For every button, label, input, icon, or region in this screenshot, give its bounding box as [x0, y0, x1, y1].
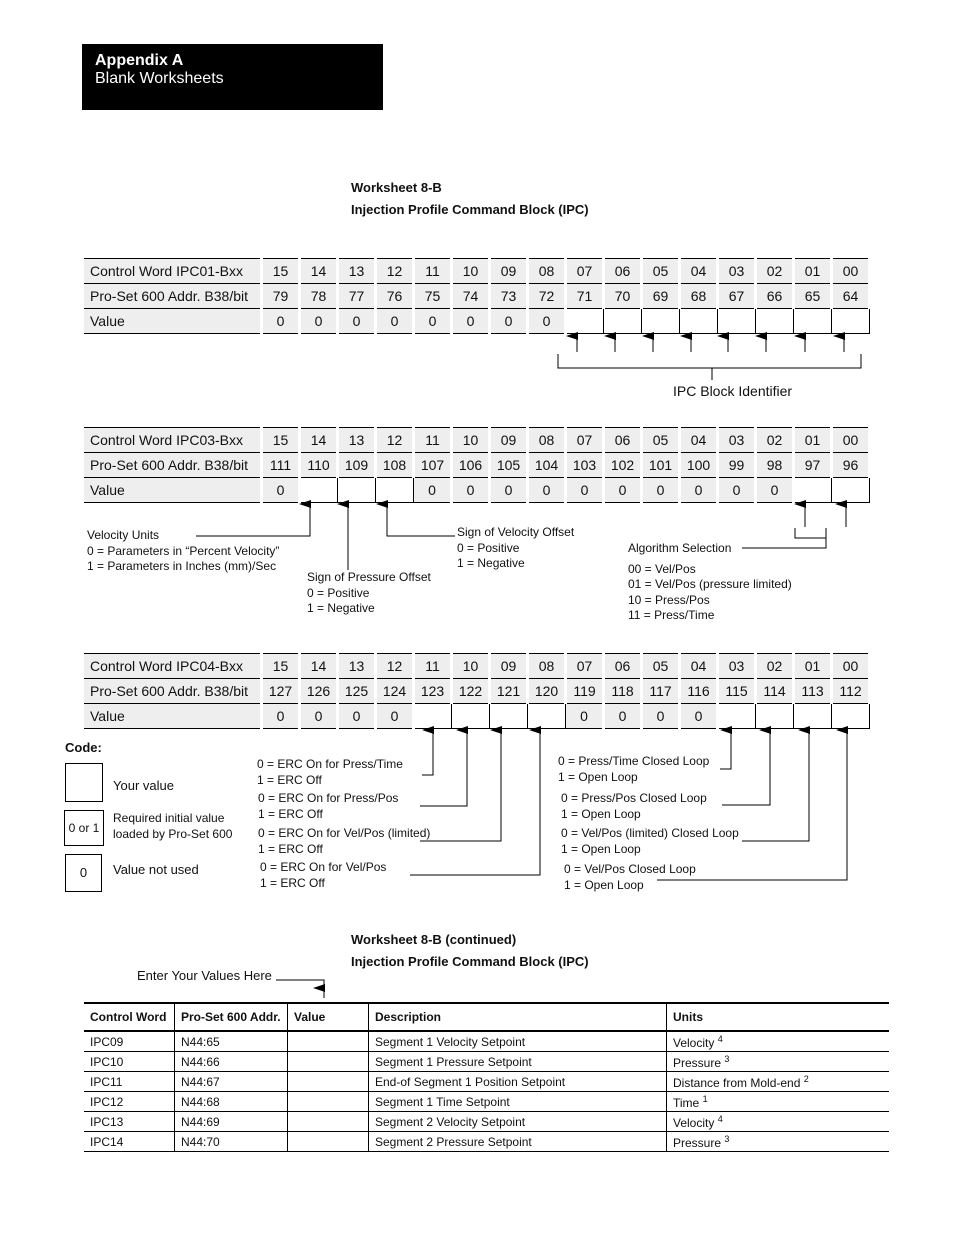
- bit-cell: 06: [604, 654, 642, 679]
- bit-cell: 0: [376, 309, 414, 334]
- footnote-ref: 4: [717, 1033, 723, 1044]
- bit-cell: 0: [262, 478, 300, 503]
- erc-press-time-note: 0 = ERC On for Press/Time 1 = ERC Off: [257, 757, 403, 787]
- address-cell: N44:68: [175, 1092, 288, 1112]
- bit-cell: 03: [718, 654, 756, 679]
- row-label: Control Word IPC03-Bxx: [84, 428, 262, 453]
- code-your-value-label: Your value: [113, 778, 174, 793]
- bit-cell: 0: [452, 309, 490, 334]
- col-value: Value: [288, 1003, 369, 1031]
- address-cell: N44:65: [175, 1031, 288, 1052]
- bit-cell: 12: [376, 654, 414, 679]
- bit-cell: 111: [262, 453, 300, 478]
- table-row: [84, 1072, 889, 1092]
- bit-cell: 75: [414, 284, 452, 309]
- erc-press-pos-note: 0 = ERC On for Press/Pos 1 = ERC Off: [258, 791, 399, 821]
- bit-cell: 10: [452, 654, 490, 679]
- control-word-cell: IPC11: [84, 1072, 175, 1092]
- bit-cell: 100: [680, 453, 718, 478]
- erc-vel-pos-note: 0 = ERC On for Vel/Pos 1 = ERC Off: [260, 860, 387, 890]
- bit-cell: 69: [642, 284, 680, 309]
- bit-cell: 0: [680, 478, 718, 503]
- code-required-label: Required initial value loaded by Pro-Set 600: [113, 811, 233, 841]
- bit-cell: 96: [832, 453, 870, 478]
- bit-cell: 0: [300, 704, 338, 729]
- bit-cell: 09: [490, 259, 528, 284]
- bit-cell: 0: [604, 478, 642, 503]
- ipc-block-identifier-label: IPC Block Identifier: [673, 383, 793, 399]
- bit-cell: 0: [490, 309, 528, 334]
- bit-cell: 71: [566, 284, 604, 309]
- units-label: Pressure: [673, 1055, 722, 1070]
- address-cell: N44:66: [175, 1052, 288, 1072]
- bit-cell: 117: [642, 679, 680, 704]
- address-cell: N44:69: [175, 1112, 288, 1132]
- bit-cell: 02: [756, 654, 794, 679]
- row-label: Control Word IPC01-Bxx: [84, 259, 262, 284]
- bit-cell: 72: [528, 284, 566, 309]
- bit-cell: 0: [414, 309, 452, 334]
- bit-cell: 03: [718, 428, 756, 453]
- bit-cell: 08: [528, 428, 566, 453]
- bit-cell: 0: [490, 478, 528, 503]
- bit-cell: 13: [338, 259, 376, 284]
- bit-cell: 101: [642, 453, 680, 478]
- row-label: Pro-Set 600 Addr. B38/bit: [84, 453, 262, 478]
- loop-press-time-note: 0 = Press/Time Closed Loop 1 = Open Loop: [558, 754, 710, 784]
- loop-press-pos-note: 0 = Press/Pos Closed Loop 1 = Open Loop: [561, 791, 707, 821]
- bit-cell: 110: [300, 453, 338, 478]
- units-label: Velocity: [673, 1035, 715, 1050]
- bit-cell: 15: [262, 428, 300, 453]
- bit-cell: 02: [756, 428, 794, 453]
- velocity-units-note: Velocity Units 0 = Parameters in “Percent Velocity” 1 = Parameters in Inches (mm)/Sec: [87, 528, 280, 573]
- bit-cell: 70: [604, 284, 642, 309]
- bit-cell: 0: [566, 478, 604, 503]
- bit-cell: 02: [756, 259, 794, 284]
- velocity-offset-note: Sign of Velocity Offset 0 = Positive 1 = Negative: [457, 525, 575, 570]
- footnote-ref: 3: [724, 1133, 730, 1144]
- table-row: [84, 1112, 889, 1132]
- bit-cell: 05: [642, 428, 680, 453]
- bit-cell: 125: [338, 679, 376, 704]
- units-label: Pressure: [673, 1135, 722, 1150]
- col-control-word: Control Word: [84, 1003, 175, 1031]
- bit-cell: 0: [300, 309, 338, 334]
- code-required-box: 0 or 1: [64, 810, 104, 846]
- bit-cell: 00: [832, 259, 870, 284]
- bit-cell: 116: [680, 679, 718, 704]
- bit-cell: 78: [300, 284, 338, 309]
- bit-cell: 14: [300, 428, 338, 453]
- bit-cell: 12: [376, 259, 414, 284]
- bit-cell: 00: [832, 654, 870, 679]
- address-cell: N44:70: [175, 1132, 288, 1152]
- table-row: [84, 1132, 889, 1152]
- bit-cell: 04: [680, 259, 718, 284]
- description-cell: Segment 2 Velocity Setpoint: [369, 1112, 667, 1132]
- bit-cell: 0: [566, 704, 604, 729]
- units-cell: [667, 1052, 890, 1072]
- appendix-subtitle: Blank Worksheets: [95, 70, 224, 87]
- description-cell: End-of Segment 1 Position Setpoint: [369, 1072, 667, 1092]
- erc-vel-pos-limited-note: 0 = ERC On for Vel/Pos (limited) 1 = ERC Off: [258, 826, 431, 856]
- bit-cell: 108: [376, 453, 414, 478]
- units-cell: [667, 1031, 890, 1052]
- bit-cell: 0: [338, 704, 376, 729]
- units-cell: [667, 1132, 890, 1152]
- bit-cell: 00: [832, 428, 870, 453]
- worksheet-title: Worksheet 8-B: [351, 180, 442, 195]
- values-table: [84, 1002, 889, 1152]
- description-cell: Segment 1 Velocity Setpoint: [369, 1031, 667, 1052]
- bit-cell: 07: [566, 654, 604, 679]
- code-your-value-box: [65, 763, 103, 802]
- value-entry-cell[interactable]: [288, 1092, 369, 1112]
- bit-cell: 09: [490, 654, 528, 679]
- bit-cell: 114: [756, 679, 794, 704]
- bit-cell: 107: [414, 453, 452, 478]
- bit-cell: 105: [490, 453, 528, 478]
- bit-cell: 11: [414, 654, 452, 679]
- loop-vel-pos-note: 0 = Vel/Pos Closed Loop 1 = Open Loop: [564, 862, 696, 892]
- row-label: Value: [84, 478, 262, 503]
- bit-cell: 79: [262, 284, 300, 309]
- bit-cell: 06: [604, 259, 642, 284]
- bit-cell: 109: [338, 453, 376, 478]
- value-entry-cell[interactable]: [288, 1052, 369, 1072]
- bit-cell: 126: [300, 679, 338, 704]
- bit-cell: 0: [338, 309, 376, 334]
- bit-cell: 0: [718, 478, 756, 503]
- bit-cell: 104: [528, 453, 566, 478]
- bit-cell: 12: [376, 428, 414, 453]
- footnote-ref: 1: [702, 1093, 708, 1104]
- col-units: Units: [667, 1003, 890, 1031]
- col-description: Description: [369, 1003, 667, 1031]
- address-cell: N44:67: [175, 1072, 288, 1092]
- bit-cell: 77: [338, 284, 376, 309]
- bit-cell: 66: [756, 284, 794, 309]
- bit-cell: 07: [566, 428, 604, 453]
- row-label: Value: [84, 704, 262, 729]
- bit-cell: 127: [262, 679, 300, 704]
- footnote-ref: 2: [803, 1073, 809, 1084]
- bit-cell: 0: [414, 478, 452, 503]
- bit-cell: 122: [452, 679, 490, 704]
- bit-cell: 05: [642, 259, 680, 284]
- bit-cell: 14: [300, 654, 338, 679]
- bit-cell: 103: [566, 453, 604, 478]
- bit-cell: 65: [794, 284, 832, 309]
- bit-cell: 05: [642, 654, 680, 679]
- bit-cell: 74: [452, 284, 490, 309]
- continued-title: Worksheet 8-B (continued): [351, 932, 517, 947]
- bit-cell: 15: [262, 654, 300, 679]
- bit-cell: 04: [680, 654, 718, 679]
- bit-cell: 123: [414, 679, 452, 704]
- bit-cell: 73: [490, 284, 528, 309]
- bit-cell: 0: [680, 704, 718, 729]
- row-label: Value: [84, 309, 262, 334]
- bit-cell: 0: [376, 704, 414, 729]
- units-label: Time: [673, 1095, 700, 1110]
- bit-cell: 118: [604, 679, 642, 704]
- bit-cell: 119: [566, 679, 604, 704]
- pressure-offset-note: Sign of Pressure Offset 0 = Positive 1 = Negative: [307, 570, 431, 615]
- bit-cell: 102: [604, 453, 642, 478]
- bit-cell: 09: [490, 428, 528, 453]
- footnote-ref: 3: [724, 1053, 730, 1064]
- control-word-cell: IPC10: [84, 1052, 175, 1072]
- footnote-ref: 4: [717, 1113, 723, 1124]
- bit-cell: 121: [490, 679, 528, 704]
- row-label: Control Word IPC04-Bxx: [84, 654, 262, 679]
- bit-cell: 07: [566, 259, 604, 284]
- bit-cell: 08: [528, 654, 566, 679]
- bit-cell: 120: [528, 679, 566, 704]
- code-not-used-label: Value not used: [113, 862, 199, 877]
- bit-cell: 124: [376, 679, 414, 704]
- control-word-cell: IPC14: [84, 1132, 175, 1152]
- bit-cell: 106: [452, 453, 490, 478]
- description-cell: Segment 1 Pressure Setpoint: [369, 1052, 667, 1072]
- control-word-cell: IPC09: [84, 1031, 175, 1052]
- bit-cell: 15: [262, 259, 300, 284]
- row-label: Pro-Set 600 Addr. B38/bit: [84, 679, 262, 704]
- bit-cell: 64: [832, 284, 870, 309]
- continued-subtitle: Injection Profile Command Block (IPC): [351, 954, 589, 969]
- bit-cell: 113: [794, 679, 832, 704]
- value-entry-cell[interactable]: [288, 1031, 369, 1052]
- bit-cell: 0: [642, 478, 680, 503]
- bit-cell: 01: [794, 654, 832, 679]
- bit-cell: 0: [262, 704, 300, 729]
- enter-values-label: Enter Your Values Here: [137, 968, 272, 983]
- bit-cell: 13: [338, 654, 376, 679]
- bit-cell: 98: [756, 453, 794, 478]
- bit-cell: 10: [452, 428, 490, 453]
- units-cell: [667, 1092, 890, 1112]
- bit-cell: 97: [794, 453, 832, 478]
- control-word-cell: IPC12: [84, 1092, 175, 1112]
- bit-cell: 14: [300, 259, 338, 284]
- row-label: Pro-Set 600 Addr. B38/bit: [84, 284, 262, 309]
- value-entry-cell[interactable]: [288, 1132, 369, 1152]
- bit-cell: 08: [528, 259, 566, 284]
- bit-cell: 0: [642, 704, 680, 729]
- description-cell: Segment 2 Pressure Setpoint: [369, 1132, 667, 1152]
- bit-cell: 13: [338, 428, 376, 453]
- bit-cell: 06: [604, 428, 642, 453]
- bit-cell: 11: [414, 259, 452, 284]
- code-not-used-box: 0: [65, 854, 102, 892]
- loop-vel-pos-limited-note: 0 = Vel/Pos (limited) Closed Loop 1 = Open Loop: [561, 826, 739, 856]
- bit-cell: 0: [528, 309, 566, 334]
- bit-cell: 68: [680, 284, 718, 309]
- units-cell: [667, 1112, 890, 1132]
- bit-cell: 0: [262, 309, 300, 334]
- description-cell: Segment 1 Time Setpoint: [369, 1092, 667, 1112]
- bit-cell: 67: [718, 284, 756, 309]
- bit-cell: 76: [376, 284, 414, 309]
- bit-cell: 115: [718, 679, 756, 704]
- bit-cell: 0: [604, 704, 642, 729]
- bit-cell: 11: [414, 428, 452, 453]
- col-address: Pro-Set 600 Addr.: [175, 1003, 288, 1031]
- bit-cell: 01: [794, 259, 832, 284]
- worksheet-subtitle: Injection Profile Command Block (IPC): [351, 202, 589, 217]
- table-row: [84, 1031, 889, 1052]
- bit-cell: 04: [680, 428, 718, 453]
- bit-cell: 0: [756, 478, 794, 503]
- bit-cell: 01: [794, 428, 832, 453]
- units-label: Velocity: [673, 1115, 715, 1130]
- bit-cell: 10: [452, 259, 490, 284]
- algorithm-selection-note: Algorithm Selection 00 = Vel/Pos 01 = Vel/Pos (pressure limited) 10 = Press/Pos 11 = Press/Time: [628, 541, 792, 622]
- table-row: [84, 1052, 889, 1072]
- bit-cell: 0: [452, 478, 490, 503]
- appendix-title: Appendix A: [95, 52, 184, 69]
- value-entry-cell[interactable]: [288, 1112, 369, 1132]
- code-legend-title: Code:: [65, 740, 102, 755]
- units-cell: [667, 1072, 890, 1092]
- bit-cell: 03: [718, 259, 756, 284]
- value-entry-cell[interactable]: [288, 1072, 369, 1092]
- control-word-cell: IPC13: [84, 1112, 175, 1132]
- table-row: [84, 1092, 889, 1112]
- bit-cell: 99: [718, 453, 756, 478]
- bit-cell: 112: [832, 679, 870, 704]
- bit-cell: 0: [528, 478, 566, 503]
- units-label: Distance from Mold-end: [673, 1075, 801, 1090]
